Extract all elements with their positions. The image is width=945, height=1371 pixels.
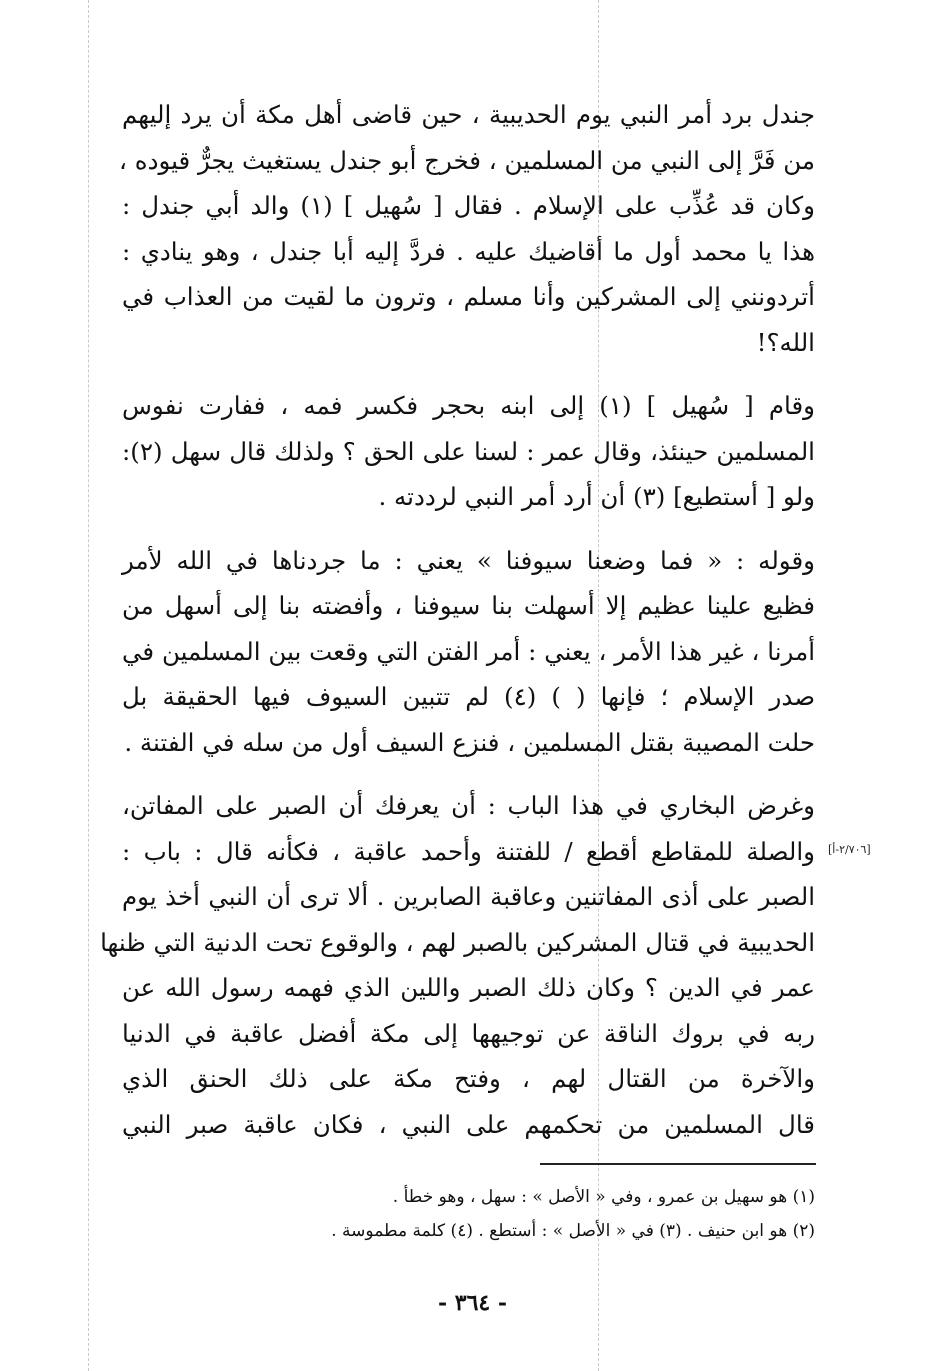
text-line: الله؟!	[756, 327, 815, 357]
paragraph-4	[100, 783, 815, 1147]
text-line: حلت المصيبة بقتل المسلمين ، فنزع السيف أول من سله في الفتنة .	[124, 727, 815, 757]
text-line: وغرض البخاري في هذا الباب : أن يعرفك أن الصبر على المفاتن،	[122, 791, 815, 820]
paragraph-3	[122, 538, 815, 766]
text-line: عمر في الدين ؟ وكان ذلك الصبر واللين الذي فهمه رسول الله عن	[122, 973, 815, 1002]
paragraph-1	[119, 92, 815, 365]
text-line: أمرنا ، غير هذا الأمر ، يعني : أمر الفتن التي وقعت بين المسلمين في	[122, 636, 815, 666]
text-line: هذا يا محمد أول ما أقاضيك عليه . فردَّ إليه أبا جندل ، وهو ينادي :	[122, 236, 815, 266]
text-line: ولو [ أستطيع] (٣) أن أرد أمر النبي لرددته .	[378, 482, 815, 511]
footnote: (٢) هو ابن حنيف . (٣) في « الأصل » : أستطع . (٤) كلمة مطموسة .	[331, 1221, 815, 1241]
footnote: (١) هو سهيل بن عمرو ، وفي « الأصل » : سهل ، وهو خطأ .	[392, 1187, 815, 1207]
text-line: صدر الإسلام ؛ فإنها ( ) (٤) لم تتبين السيوف فيها الحقيقة بل	[122, 682, 815, 711]
text-line: وقام [ سُهيل ] (١) إلى ابنه بحجر فكسر فمه ، ففارت نفوس	[122, 391, 816, 420]
footnotes	[122, 1180, 815, 1248]
text-line: وقوله : « فما وضعنا سيوفنا » يعني : ما جردناها في الله لأمر	[122, 545, 815, 575]
text-line: قال المسلمين من تحكمهم على النبي ، فكان عاقبة صبر النبي	[122, 1109, 815, 1139]
text-line: أتردونني إلى المشركين وأنا مسلم ، وترون ما لقيت من العذاب في	[122, 282, 815, 311]
text-line: فظيع علينا عظيم إلا أسهلت بنا سيوفنا ، وأفضته بنا إلى أسهل من	[122, 591, 815, 620]
text-line: من فَرَّ إلى النبي من المسلمين ، فخرج أبو جندل يستغيث يجرٌّ قيوده ،	[119, 145, 815, 175]
scan-guide-left	[88, 0, 89, 1371]
text-line: وكان قد عُذِّب على الإسلام . فقال [ سُهيل ] (١) والد أبي جندل :	[122, 191, 815, 220]
page-number: - ٣٦٤ -	[437, 1290, 508, 1316]
text-line: ربه في بروك الناقة عن توجيهها إلى مكة أفضل عاقبة في الدنيا	[122, 1018, 815, 1048]
text-line: والآخرة من القتال لهم ، وفتح مكة على ذلك الحنق الذي	[122, 1064, 815, 1093]
paragraph-2	[122, 383, 815, 520]
text-line: الحديبية في قتال المشركين بالصبر لهم ، والوقوع تحت الدنية التي ظنها	[100, 927, 815, 957]
footnote-separator	[540, 1163, 816, 1165]
text-line: المسلمين حينئذ، وقال عمر : لسنا على الحق ؟ ولذلك قال سهل (٢):	[122, 436, 815, 466]
text-line: جندل برد أمر النبي يوم الحديبية ، حين قاضى أهل مكة أن يرد إليهم	[122, 100, 815, 129]
text-line: الصبر على أذى المفاتنين وعاقبة الصابرين . ألا ترى أن النبي أخذ يوم	[122, 882, 815, 911]
main-text	[100, 92, 816, 1147]
manuscript-folio-reference: [٢/٧٠٦-أ]	[828, 843, 871, 856]
text-line: والصلة للمقاطع أقطع / للفتنة وأحمد عاقبة ، فكأنه قال : باب :	[122, 836, 815, 866]
